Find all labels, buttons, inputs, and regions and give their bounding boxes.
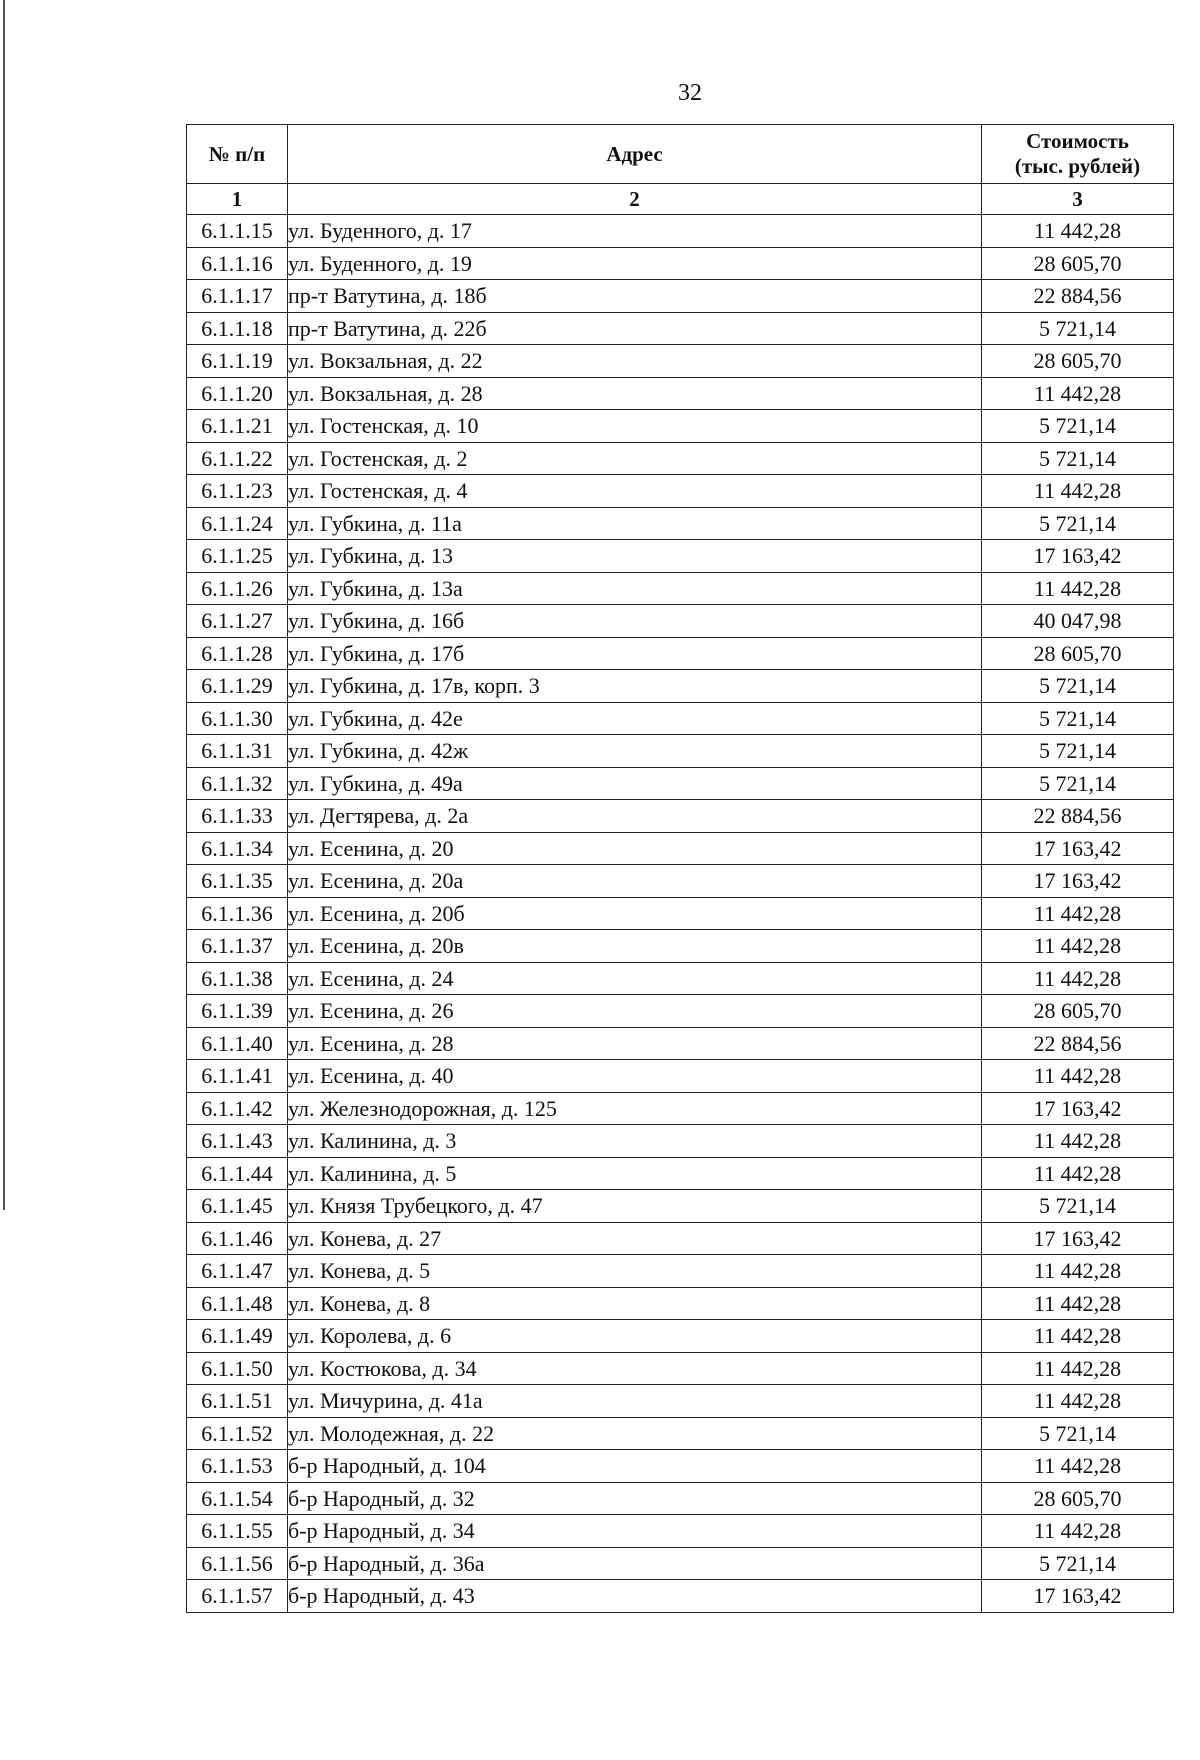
row-cost-cell: 28 605,70 xyxy=(982,345,1174,378)
row-cost-cell: 11 442,28 xyxy=(982,1515,1174,1548)
table-row xyxy=(187,735,1174,768)
row-number-cell: 6.1.1.49 xyxy=(187,1320,288,1353)
row-address-cell: ул. Есенина, д. 20 xyxy=(288,832,982,865)
row-address-cell: ул. Есенина, д. 20б xyxy=(288,897,982,930)
table-row xyxy=(187,1222,1174,1255)
table-row xyxy=(187,1287,1174,1320)
row-address-cell: ул. Гостенская, д. 4 xyxy=(288,475,982,508)
row-address-cell: ул. Губкина, д. 42ж xyxy=(288,735,982,768)
row-number-cell: 6.1.1.20 xyxy=(187,377,288,410)
row-address-cell: ул. Вокзальная, д. 22 xyxy=(288,345,982,378)
row-address-cell: ул. Гостенская, д. 10 xyxy=(288,410,982,443)
row-cost-cell: 11 442,28 xyxy=(982,1255,1174,1288)
row-address-cell: ул. Буденного, д. 17 xyxy=(288,215,982,248)
table-row xyxy=(187,767,1174,800)
header-num: № п/п xyxy=(187,125,288,184)
table-row xyxy=(187,637,1174,670)
row-number-cell: 6.1.1.41 xyxy=(187,1060,288,1093)
row-cost-cell: 28 605,70 xyxy=(982,1482,1174,1515)
row-address-cell: ул. Костюкова, д. 34 xyxy=(288,1352,982,1385)
row-number-cell: 6.1.1.18 xyxy=(187,312,288,345)
row-cost-cell: 17 163,42 xyxy=(982,1580,1174,1613)
table-row xyxy=(187,507,1174,540)
table-row xyxy=(187,280,1174,313)
table-row xyxy=(187,995,1174,1028)
row-number-cell: 6.1.1.36 xyxy=(187,897,288,930)
row-address-cell: б-р Народный, д. 32 xyxy=(288,1482,982,1515)
row-number-cell: 6.1.1.40 xyxy=(187,1027,288,1060)
row-number-cell: 6.1.1.32 xyxy=(187,767,288,800)
row-cost-cell: 11 442,28 xyxy=(982,962,1174,995)
row-address-cell: ул. Есенина, д. 20а xyxy=(288,865,982,898)
column-number-3: 3 xyxy=(982,184,1174,215)
table-row xyxy=(187,1417,1174,1450)
row-number-cell: 6.1.1.51 xyxy=(187,1385,288,1418)
row-cost-cell: 22 884,56 xyxy=(982,1027,1174,1060)
row-number-cell: 6.1.1.31 xyxy=(187,735,288,768)
row-cost-cell: 5 721,14 xyxy=(982,442,1174,475)
row-number-cell: 6.1.1.53 xyxy=(187,1450,288,1483)
row-cost-cell: 17 163,42 xyxy=(982,1222,1174,1255)
row-number-cell: 6.1.1.28 xyxy=(187,637,288,670)
table-row xyxy=(187,1060,1174,1093)
row-cost-cell: 28 605,70 xyxy=(982,247,1174,280)
row-cost-cell: 5 721,14 xyxy=(982,1417,1174,1450)
row-number-cell: 6.1.1.47 xyxy=(187,1255,288,1288)
row-number-cell: 6.1.1.57 xyxy=(187,1580,288,1613)
table-row xyxy=(187,312,1174,345)
row-number-cell: 6.1.1.33 xyxy=(187,800,288,833)
row-address-cell: ул. Есенина, д. 26 xyxy=(288,995,982,1028)
row-address-cell: пр-т Ватутина, д. 18б xyxy=(288,280,982,313)
table-body xyxy=(187,215,1174,1613)
row-address-cell: ул. Губкина, д. 11а xyxy=(288,507,982,540)
table-row xyxy=(187,1482,1174,1515)
row-number-cell: 6.1.1.34 xyxy=(187,832,288,865)
row-cost-cell: 28 605,70 xyxy=(982,995,1174,1028)
table-row xyxy=(187,1125,1174,1158)
row-cost-cell: 5 721,14 xyxy=(982,1190,1174,1223)
row-number-cell: 6.1.1.16 xyxy=(187,247,288,280)
row-cost-cell: 5 721,14 xyxy=(982,735,1174,768)
row-address-cell: ул. Губкина, д. 13 xyxy=(288,540,982,573)
table-row xyxy=(187,702,1174,735)
row-cost-cell: 5 721,14 xyxy=(982,670,1174,703)
row-number-cell: 6.1.1.35 xyxy=(187,865,288,898)
row-cost-cell: 11 442,28 xyxy=(982,1287,1174,1320)
row-address-cell: ул. Конева, д. 5 xyxy=(288,1255,982,1288)
row-cost-cell: 40 047,98 xyxy=(982,605,1174,638)
row-cost-cell: 11 442,28 xyxy=(982,475,1174,508)
row-number-cell: 6.1.1.54 xyxy=(187,1482,288,1515)
header-cost xyxy=(982,125,1174,184)
table-row xyxy=(187,247,1174,280)
row-cost-cell: 22 884,56 xyxy=(982,800,1174,833)
table-row xyxy=(187,1320,1174,1353)
table-row xyxy=(187,832,1174,865)
row-cost-cell: 11 442,28 xyxy=(982,1060,1174,1093)
row-address-cell: ул. Есенина, д. 20в xyxy=(288,930,982,963)
table-row xyxy=(187,572,1174,605)
table-row xyxy=(187,1580,1174,1613)
row-number-cell: 6.1.1.55 xyxy=(187,1515,288,1548)
row-cost-cell: 17 163,42 xyxy=(982,865,1174,898)
row-address-cell: ул. Губкина, д. 42е xyxy=(288,702,982,735)
row-cost-cell: 11 442,28 xyxy=(982,1385,1174,1418)
table-row xyxy=(187,670,1174,703)
row-cost-cell: 17 163,42 xyxy=(982,1092,1174,1125)
row-cost-cell: 11 442,28 xyxy=(982,1157,1174,1190)
table-row xyxy=(187,1547,1174,1580)
table-row xyxy=(187,1027,1174,1060)
row-address-cell: ул. Конева, д. 8 xyxy=(288,1287,982,1320)
table-header-row xyxy=(187,125,1174,184)
row-address-cell: ул. Губкина, д. 17б xyxy=(288,637,982,670)
row-address-cell: ул. Есенина, д. 28 xyxy=(288,1027,982,1060)
row-cost-cell: 11 442,28 xyxy=(982,897,1174,930)
row-cost-cell: 5 721,14 xyxy=(982,507,1174,540)
row-number-cell: 6.1.1.23 xyxy=(187,475,288,508)
header-cost-line2: (тыс. рублей) xyxy=(1014,154,1141,178)
row-number-cell: 6.1.1.50 xyxy=(187,1352,288,1385)
row-cost-cell: 11 442,28 xyxy=(982,1352,1174,1385)
row-address-cell: б-р Народный, д. 43 xyxy=(288,1580,982,1613)
row-address-cell: ул. Калинина, д. 5 xyxy=(288,1157,982,1190)
row-number-cell: 6.1.1.19 xyxy=(187,345,288,378)
table-row xyxy=(187,345,1174,378)
row-address-cell: ул. Буденного, д. 19 xyxy=(288,247,982,280)
row-cost-cell: 5 721,14 xyxy=(982,767,1174,800)
table-row xyxy=(187,377,1174,410)
row-number-cell: 6.1.1.22 xyxy=(187,442,288,475)
table-row xyxy=(187,540,1174,573)
row-number-cell: 6.1.1.29 xyxy=(187,670,288,703)
row-cost-cell: 22 884,56 xyxy=(982,280,1174,313)
table-row xyxy=(187,605,1174,638)
row-cost-cell: 5 721,14 xyxy=(982,1547,1174,1580)
row-number-cell: 6.1.1.15 xyxy=(187,215,288,248)
row-cost-cell: 11 442,28 xyxy=(982,930,1174,963)
row-address-cell: ул. Калинина, д. 3 xyxy=(288,1125,982,1158)
row-number-cell: 6.1.1.43 xyxy=(187,1125,288,1158)
table-row xyxy=(187,800,1174,833)
column-number-2: 2 xyxy=(288,184,982,215)
row-cost-cell: 11 442,28 xyxy=(982,377,1174,410)
row-number-cell: 6.1.1.46 xyxy=(187,1222,288,1255)
row-address-cell: ул. Есенина, д. 24 xyxy=(288,962,982,995)
row-address-cell: ул. Есенина, д. 40 xyxy=(288,1060,982,1093)
row-cost-cell: 28 605,70 xyxy=(982,637,1174,670)
table-row xyxy=(187,897,1174,930)
row-number-cell: 6.1.1.37 xyxy=(187,930,288,963)
table-row xyxy=(187,1515,1174,1548)
row-address-cell: б-р Народный, д. 36а xyxy=(288,1547,982,1580)
row-address-cell: ул. Дегтярева, д. 2а xyxy=(288,800,982,833)
row-address-cell: ул. Князя Трубецкого, д. 47 xyxy=(288,1190,982,1223)
row-number-cell: 6.1.1.21 xyxy=(187,410,288,443)
page-left-edge xyxy=(3,0,5,1210)
row-number-cell: 6.1.1.45 xyxy=(187,1190,288,1223)
table-row xyxy=(187,962,1174,995)
row-number-cell: 6.1.1.25 xyxy=(187,540,288,573)
row-cost-cell: 17 163,42 xyxy=(982,832,1174,865)
column-number-row xyxy=(187,184,1174,215)
header-address: Адрес xyxy=(288,125,982,184)
table-row xyxy=(187,865,1174,898)
row-number-cell: 6.1.1.39 xyxy=(187,995,288,1028)
row-cost-cell: 5 721,14 xyxy=(982,410,1174,443)
row-address-cell: ул. Губкина, д. 16б xyxy=(288,605,982,638)
row-address-cell: ул. Молодежная, д. 22 xyxy=(288,1417,982,1450)
row-number-cell: 6.1.1.17 xyxy=(187,280,288,313)
row-address-cell: б-р Народный, д. 34 xyxy=(288,1515,982,1548)
row-address-cell: ул. Гостенская, д. 2 xyxy=(288,442,982,475)
row-number-cell: 6.1.1.52 xyxy=(187,1417,288,1450)
table-row xyxy=(187,1092,1174,1125)
header-cost-line1: Стоимость xyxy=(1026,129,1129,153)
row-address-cell: ул. Губкина, д. 17в, корп. 3 xyxy=(288,670,982,703)
table-row xyxy=(187,1157,1174,1190)
row-cost-cell: 5 721,14 xyxy=(982,312,1174,345)
table-row xyxy=(187,1385,1174,1418)
row-address-cell: пр-т Ватутина, д. 22б xyxy=(288,312,982,345)
row-number-cell: 6.1.1.27 xyxy=(187,605,288,638)
row-number-cell: 6.1.1.56 xyxy=(187,1547,288,1580)
row-cost-cell: 11 442,28 xyxy=(982,1320,1174,1353)
table-row xyxy=(187,475,1174,508)
row-number-cell: 6.1.1.48 xyxy=(187,1287,288,1320)
table-row xyxy=(187,215,1174,248)
row-number-cell: 6.1.1.38 xyxy=(187,962,288,995)
row-address-cell: ул. Королева, д. 6 xyxy=(288,1320,982,1353)
row-address-cell: ул. Мичурина, д. 41а xyxy=(288,1385,982,1418)
row-address-cell: ул. Вокзальная, д. 28 xyxy=(288,377,982,410)
table-row xyxy=(187,442,1174,475)
table-row xyxy=(187,1190,1174,1223)
row-cost-cell: 5 721,14 xyxy=(982,702,1174,735)
row-cost-cell: 17 163,42 xyxy=(982,540,1174,573)
table-row xyxy=(187,1450,1174,1483)
row-number-cell: 6.1.1.30 xyxy=(187,702,288,735)
row-address-cell: б-р Народный, д. 104 xyxy=(288,1450,982,1483)
row-cost-cell: 11 442,28 xyxy=(982,1450,1174,1483)
table-row xyxy=(187,1352,1174,1385)
table-row xyxy=(187,410,1174,443)
row-cost-cell: 11 442,28 xyxy=(982,572,1174,605)
row-cost-cell: 11 442,28 xyxy=(982,215,1174,248)
row-address-cell: ул. Губкина, д. 13а xyxy=(288,572,982,605)
table-row xyxy=(187,1255,1174,1288)
page-number: 32 xyxy=(678,80,702,106)
row-cost-cell: 11 442,28 xyxy=(982,1125,1174,1158)
row-address-cell: ул. Железнодорожная, д. 125 xyxy=(288,1092,982,1125)
row-number-cell: 6.1.1.44 xyxy=(187,1157,288,1190)
row-address-cell: ул. Губкина, д. 49а xyxy=(288,767,982,800)
cost-table xyxy=(186,124,1174,1613)
column-number-1: 1 xyxy=(187,184,288,215)
row-number-cell: 6.1.1.24 xyxy=(187,507,288,540)
row-number-cell: 6.1.1.42 xyxy=(187,1092,288,1125)
table-row xyxy=(187,930,1174,963)
row-address-cell: ул. Конева, д. 27 xyxy=(288,1222,982,1255)
row-number-cell: 6.1.1.26 xyxy=(187,572,288,605)
